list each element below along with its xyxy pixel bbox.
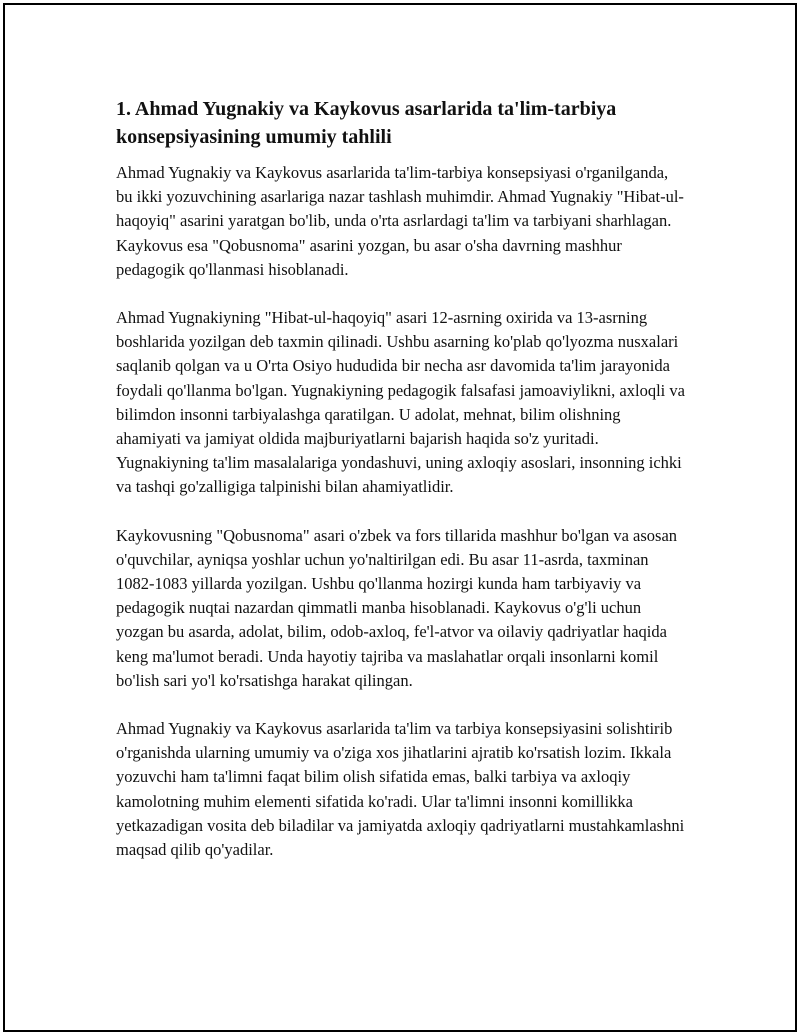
paragraph-2: Ahmad Yugnakiyning "Hibat-ul-haqoyiq" asari 12-asrning oxirida va 13-asrning boshlarida yozilgan deb taxmin qilinadi. Ushbu asarning ko'plab qo'lyozma nusxalari saqlanib qolgan va u O'rta Osiyo hududida bir necha asr davomida ta'lim jarayonida foydali qo'llanma bo'lgan. Yugnakiyning pedagogik falsafasi jamoaviylikni, axloqli va bilimdon insonni tarbiyalashga qaratilgan. U adolat, mehnat, bilim olishning ahamiyati va jamiyat oldida majburiyatlarni bajarish haqida so'z yuritadi. Yugnakiyning ta'lim masalalariga yondashuvi, uning axloqiy asoslari, insonning ichki va tashqi go'zalligiga talpinishi bilan ahamiyatlidir. (116, 308, 685, 497)
paragraph-4: Ahmad Yugnakiy va Kaykovus asarlarida ta'lim va tarbiya konsepsiyasini solishtirib o'rganishda ularning umumiy va o'ziga xos jihatlarini ajratib ko'rsatish lozim. Ikkala yozuvchi ham ta'limni faqat bilim olish sifatida emas, balki tarbiya va axloqiy kamolotning muhim elementi sifatida ko'radi. Ular ta'limni insonni komillikka yetkazadigan vosita deb biladilar va jamiyatda axloqiy qadriyatlarni mustahkamlashni maqsad qilib qo'yadilar. (116, 719, 685, 860)
section-heading: 1. Ahmad Yugnakiy va Kaykovus asarlarida ta'lim-tarbiya konsepsiyasining umumiy tahlili (116, 98, 617, 148)
paragraph-1: Ahmad Yugnakiy va Kaykovus asarlarida ta'lim-tarbiya konsepsiyasi o'rganilganda, bu ikki yozuvchining asarlariga nazar tashlash muhimdir. Ahmad Yugnakiy "Hibat-ul-haqoyiq" asarini yaratgan bo'lib, unda o'rta asrlardagi ta'lim va tarbiyani sharhlagan. Kaykovus esa "Qobusnoma" asarini yozgan, bu asar o'sha davrning mashhur pedagogik qo'llanmasi hisoblanadi. (116, 163, 684, 279)
paragraph-3: Kaykovusning "Qobusnoma" asari o'zbek va fors tillarida mashhur bo'lgan va asosan o'quvchilar, ayniqsa yoshlar uchun yo'naltirilgan edi. Bu asar 11-asrda, taxminan 1082-1083 yillarda yozilgan. Ushbu qo'llanma hozirgi kunda ham tarbiyaviy va pedagogik nuqtai nazardan qimmatli manba hisoblanadi. Kaykovus o'g'li uchun yozgan bu asarda, adolat, bilim, odob-axloq, fe'l-atvor va oilaviy qadriyatlar haqida keng ma'lumot beradi. Unda hayotiy tajriba va maslahatlar orqali insonlarni komil bo'lish sari yo'l ko'rsatishga harakat qilingan. (116, 525, 678, 690)
document-body (116, 95, 688, 886)
